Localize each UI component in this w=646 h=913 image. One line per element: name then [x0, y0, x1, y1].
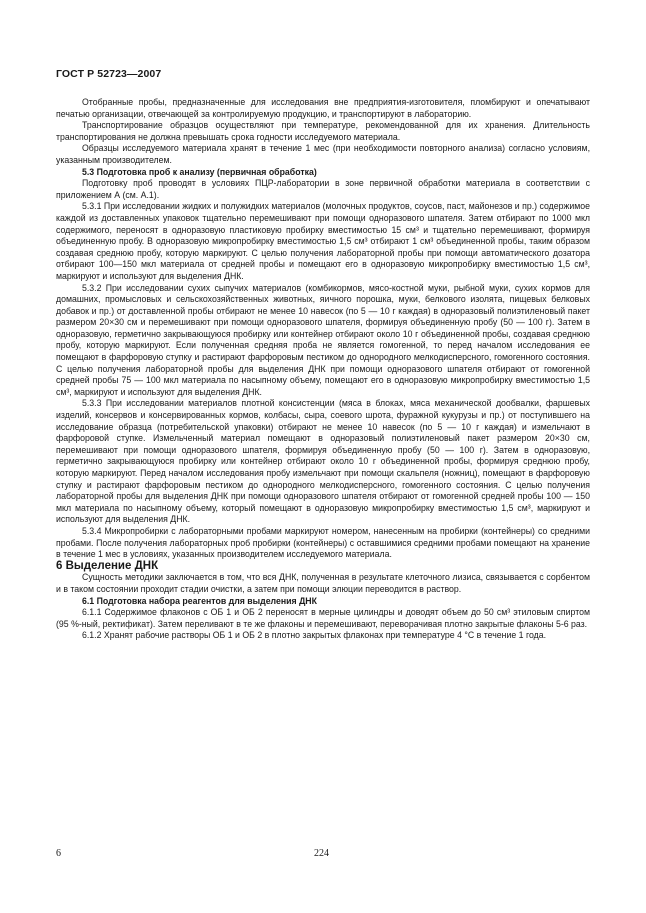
- section-heading: 6 Выделение ДНК: [56, 559, 159, 572]
- subsection-heading: 6.1 Подготовка набора реагентов для выделения ДНК: [82, 595, 317, 606]
- paragraph: 6.1.1 Содержимое флаконов с ОБ 1 и ОБ 2 переносят в мерные цилиндры и доводят объем до 50 см³ этиловым спиртом (95 %-ный, ректификат). Затем переливают в те же флаконы и перемешивают, переворачивая плотно закрытые флаконы 5-6 раз.: [56, 607, 590, 629]
- paragraph: Сущность методики заключается в том, что вся ДНК, полученная в результате клеточного лизиса, связывается с сорбентом и в таком состоянии проходит стадии очистки, а затем при помощи элюции переводится в раствор.: [56, 572, 590, 594]
- subsection-heading: 5.3 Подготовка проб к анализу (первичная обработка): [82, 166, 317, 177]
- paragraph: Подготовку проб проводят в условиях ПЦР-лаборатории в зоне первичной обработки материала в соответствии с приложением А (см. А.1).: [56, 178, 590, 200]
- paragraph: Отобранные пробы, предназначенные для исследования вне предприятия-изготовителя, пломбируют и опечатывают печатью организации, отвечающей за контролируемую продукцию, и транспортируют в лабораторию.: [56, 97, 590, 119]
- page-number: 6: [56, 848, 61, 859]
- paragraph: 5.3.1 При исследовании жидких и полужидких материалов (молочных продуктов, соусов, паст, майонезов и пр.) содержимое каждой из доставленных упаковок тщательно перемешивают при помощи одноразового шпателя. Затем отбирают по 1000 мкл содержимого, переносят в одноразовую пластиковую пробирку вместимостью 15 см³ и тщательно перемешивают, формируя объединенную пробу. В одноразовую микропробирку вместимостью 1,5 см³ отбирают 1 см³ объединенной пробы, таким образом создавая среднюю пробу, которую маркируют. С целью получения лабораторной пробы при помощи автоматического дозатора отбирают 100—150 мкл материала от средней пробы и помещают его в одноразовую микропробирку вместимостью 1,5 см³, маркируют и используют для выделения ДНК.: [56, 201, 590, 281]
- paragraph: 6.1.2 Хранят рабочие растворы ОБ 1 и ОБ 2 в плотно закрытых флаконах при температуре 4 °С в течение 1 года.: [82, 630, 547, 641]
- paragraph: 5.3.3 При исследовании материалов плотной консистенции (мяса в блоках, мяса механической дообвалки, фаршевых изделий, консервов и консервированных кормов, колбасы, сыра, соевого шрота, фуражной кукурузы и пр.) от поступившего на исследование образца (потребительской упаковки) отбирают не менее 10 навесок (по 5 — 10 г каждая) и измельчают в фарфоровой ступке. Измельченный материал помещают в одноразовый полиэтиленовый пакет размером 20×30 см, перемешивают при помощи одноразового шпателя, формируя объединенную пробу (50 — 100 г). Затем в одноразовую, герметично закрывающуюся пробирку или контейнер отбирают около 10 г объединенной пробы, формируя среднюю пробу, которую маркируют. Перед началом исследования пробу измельчают при помощи скальпеля (ножниц), помещают в фарфоровую ступку и растирают фарфоровым пестиком до однородного мелкодисперсного, гомогенного состояния. С целью получения лабораторной пробы для выделения ДНК при помощи одноразового шпателя отбирают от гомогенной средней пробы 100 — 150 мкл материала по насыпному объему, который помещают в одноразовую микропробирку вместимостью 1,5 см³, маркируют и используют для выделения ДНК.: [56, 398, 590, 525]
- paragraph: Транспортирование образцов осуществляют при температуре, рекомендованной для их хранения. Длительность транспортирования не должна превышать срока годности исследуемого материала.: [56, 120, 590, 142]
- sheet-number: 224: [314, 848, 329, 859]
- paragraph: 5.3.4 Микропробирки с лабораторными пробами маркируют номером, нанесенным на пробирки (контейнеры) со средними пробами. После получения лабораторных проб пробирки (контейнеры) с оставшимися средними пробами помещают на хранение в течение 1 мес в условиях, указанных производителем исследуемого материала.: [56, 525, 590, 560]
- paragraph: Образцы исследуемого материала хранят в течение 1 мес (при необходимости повторного анализа) согласно условиям, указанным производителем.: [56, 143, 590, 165]
- document-body: [56, 97, 590, 642]
- paragraph: 5.3.2 При исследовании сухих сыпучих материалов (комбикормов, мясо-костной муки, рыбной муки, сухих кормов для домашних, промысловых и сельскохозяйственных животных, яичного порошка, муки, белкового изолята, пищевых белковых добавок и пр.) от доставленной пробы отбирают не менее 10 навесок (по 5 — 10 г каждая) в одноразовый полиэтиленовый пакет размером 20×30 см и перемешивают при помощи одноразового шпателя, формируя объединенную пробу (50 — 100 г). Затем в одноразовую, герметично закрывающуюся пробирку или контейнер отбирают около 10 г объединенной пробы, создавая среднюю пробу, которую маркируют. Если полученная средняя проба не является гомогенной, то перед началом исследования ее помещают в фарфоровую ступку и растирают фарфоровым пестиком до однородного мелкодисперсного, гомогенного состояния. С целью получения лабораторной пробы для выделения ДНК при помощи одноразового шпателя отбирают от гомогенной средней пробы 75 — 100 мкл материала по насыпному объему, помещают его в одноразовую микропробирку вместимостью 1,5 см³, маркируют и используют для выделения ДНК.: [56, 282, 590, 397]
- document-header: ГОСТ Р 52723—2007: [56, 68, 162, 80]
